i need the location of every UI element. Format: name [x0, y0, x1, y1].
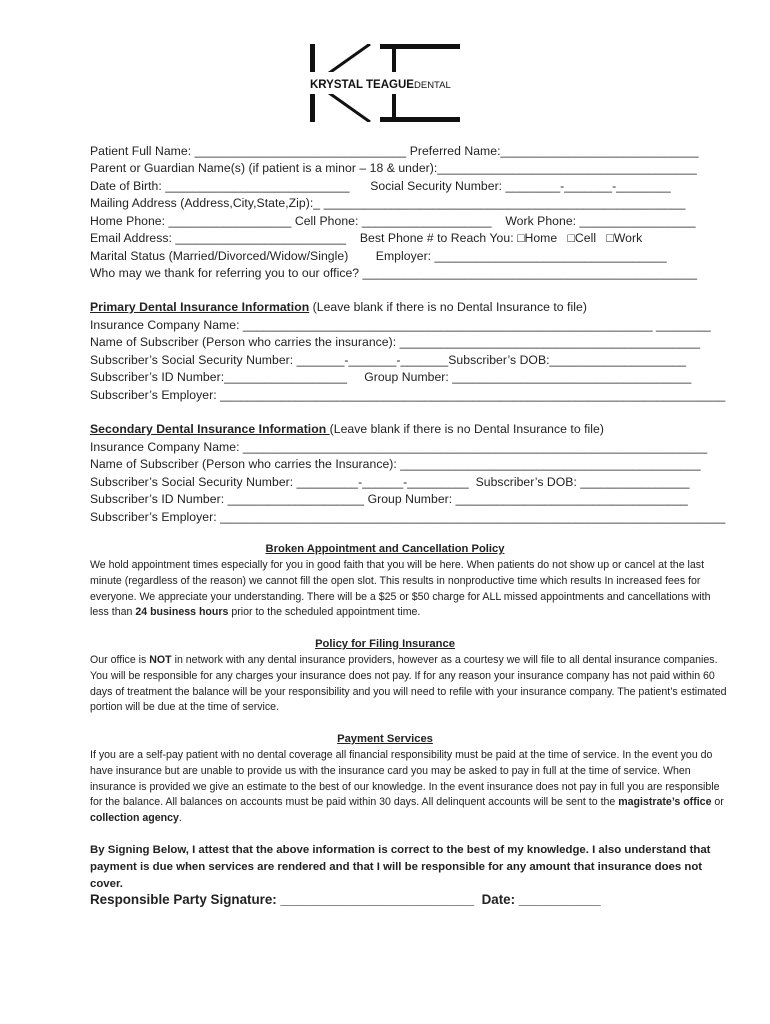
dob-ssn-line[interactable]: Date of Birth: ___________________________ Social Security Number: ________-_______-________	[90, 179, 671, 193]
date-label: Date:	[474, 892, 519, 907]
primary-company-line[interactable]: Insurance Company Name: ____________________________________________________________ ________	[90, 318, 711, 332]
primary-insurance-note: (Leave blank if there is no Dental Insurance to file)	[309, 300, 587, 314]
referral-line[interactable]: Who may we thank for referring you to our office? _________________________________________________	[90, 266, 698, 280]
payment-services-text: If you are a self-pay patient with no dental coverage all financial responsibility must be paid at the time of service. In the event you do have insurance but are unable to provide us with the insurance card you may be asked to pay in full at the time of service. When insurance is provided we give an estimate to the best of our knowledge. In the event insurance does not pay in full you are responsible for the balance. All balances on accounts must be paid within 30 days. All delinquent accounts will be sent to the magistrate’s office or collection agency.	[90, 749, 724, 825]
signature-row	[90, 892, 601, 907]
filing-insurance-heading: Policy for Filing Insurance	[315, 638, 455, 650]
primary-employer-line[interactable]: Subscriber’s Employer: __________________________________________________________________________	[90, 388, 726, 402]
signature-field[interactable]: __________________________	[280, 892, 475, 907]
marital-employer-line[interactable]: Marital Status (Married/Divorced/Widow/Single) Employer: __________________________________	[90, 249, 667, 263]
not-emphasis: NOT	[149, 654, 172, 666]
secondary-insurance-title: Secondary Dental Insurance Information	[90, 422, 330, 436]
primary-ssn-dob-line[interactable]: Subscriber’s Social Security Number: _______-_______-_______Subscriber’s DOB:____________________	[90, 353, 687, 367]
broken-appointment-text: We hold appointment times especially for you in good faith that you will be here. When patients do not show up or cancel at the last minute (regardless of the reason) we cannot fill the open slot. This results in nonproductive time which results In increased fees for everyone. We appreciate your understanding. There will be a $25 or $50 charge for ALL missed appointments and cancellations with less than 24 business hours prior to the scheduled appointment time.	[90, 559, 711, 619]
date-field[interactable]: ___________	[518, 892, 601, 907]
mailing-address-line[interactable]: Mailing Address (Address,City,State,Zip):_ _____________________________________________________	[90, 196, 686, 210]
logo-brand-right: DENTAL	[414, 80, 451, 91]
secondary-subscriber-name-line[interactable]: Name of Subscriber (Person who carries the Insurance): ____________________________________________	[90, 457, 701, 471]
primary-subscriber-name-line[interactable]: Name of Subscriber (Person who carries the insurance): ____________________________________________	[90, 335, 701, 349]
patient-name-line[interactable]: Patient Full Name: _______________________________ Preferred Name:_____________________________	[90, 144, 699, 158]
primary-insurance-heading	[90, 299, 587, 315]
secondary-id-group-line[interactable]: Subscriber’s ID Number: ____________________ Group Number: __________________________________	[90, 492, 688, 506]
primary-id-group-line[interactable]: Subscriber’s ID Number:__________________ Group Number: ___________________________________	[90, 370, 692, 384]
secondary-company-line[interactable]: Insurance Company Name: ____________________________________________________________________	[90, 440, 708, 454]
guardian-name-line[interactable]: Parent or Guardian Name(s) (if patient is a minor – 18 & under):______________________________________	[90, 161, 697, 175]
primary-insurance-title: Primary Dental Insurance Information	[90, 300, 310, 314]
filing-insurance-text: Our office is NOT in network with any dental insurance providers, however as a courtesy we will file to all dental insurance companies. You will be responsible for any charges your insurance does not pay. If for any reason your insurance company has not paid within 60 days of treatment the balance will be your responsibility and you will need to refile with your insurance company. The patient’s estimated portion will be due at the time of service.	[90, 654, 727, 714]
business-hours-emphasis: 24 business hours	[135, 606, 229, 619]
collection-emphasis: collection agency	[90, 812, 179, 825]
payment-services-heading: Payment Services	[337, 733, 433, 745]
logo-brand-left: KRYSTAL TEAGUE	[310, 79, 414, 91]
secondary-insurance-note: (Leave blank if there is no Dental Insurance to file)	[329, 422, 604, 436]
broken-appointment-heading: Broken Appointment and Cancellation Policy	[265, 543, 505, 555]
phones-line[interactable]: Home Phone: __________________ Cell Phone: ___________________ Work Phone: _________________	[90, 214, 696, 228]
secondary-insurance-heading	[90, 421, 604, 437]
secondary-employer-line[interactable]: Subscriber’s Employer: __________________________________________________________________________	[90, 510, 726, 524]
attestation-text: By Signing Below, I attest that the above information is correct to the best of my knowledge. I also understand that payment is due when services are rendered and that I will be responsible for any amount that insurance does not cover.	[90, 844, 711, 890]
krystal-teague-dental-logo	[308, 44, 460, 122]
magistrate-emphasis: magistrate’s office	[618, 796, 712, 809]
email-best-phone-line[interactable]: Email Address: _________________________ Best Phone # to Reach You: □Home □Cell □Work	[90, 231, 643, 245]
signature-label: Responsible Party Signature:	[90, 892, 281, 907]
secondary-ssn-dob-line[interactable]: Subscriber’s Social Security Number: _________-______-_________ Subscriber’s DOB: ________________	[90, 475, 690, 489]
